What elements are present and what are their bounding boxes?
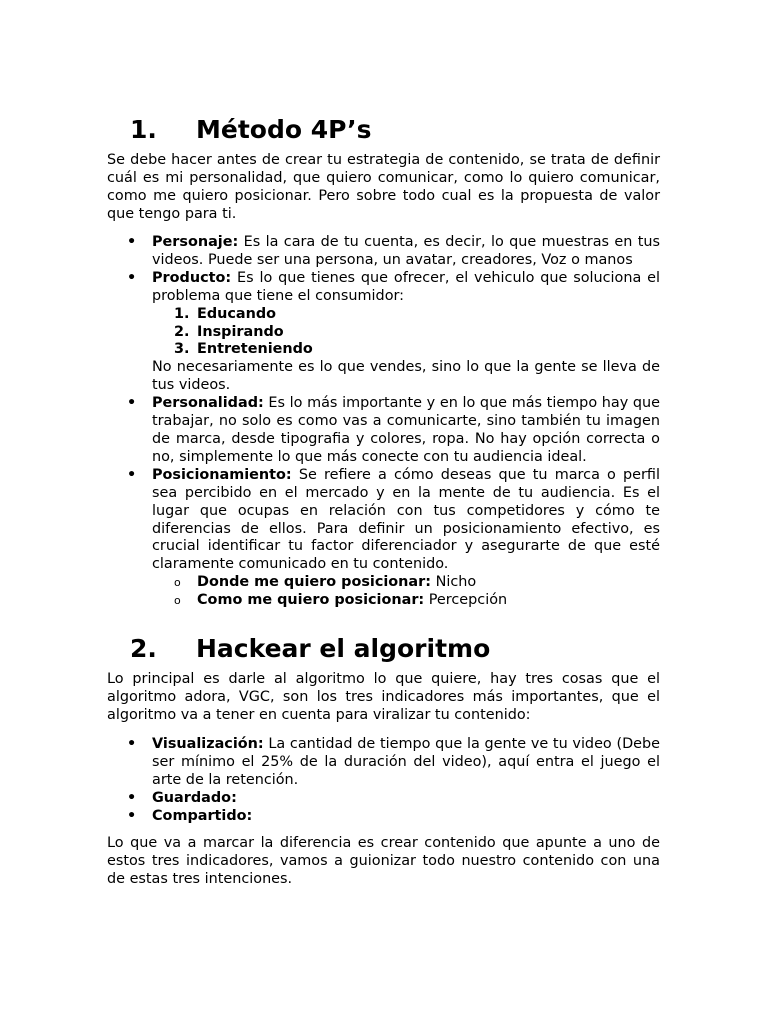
list-item-producto <box>107 270 660 395</box>
section2-intro: Lo principal es darle al algoritmo lo que quiere, hay tres cosas que el algoritmo adora, VGC, son los tres indicadores más importantes, que el algoritmo va a tener en cuenta para viralizar tu contenido: <box>107 671 660 723</box>
item-text: Se refiere a cómo deseas que tu marca o perfil sea percibido en el mercado y en la mente de tu audiencia. Es el lugar que ocupas en relación con tus competidores y cómo te diferencias de ellos. Para definir un posicionamiento efectivo, es crucial identificar tu factor diferenciador y asegurarte de que esté claramente comunicado en tu contenido. <box>152 466 660 573</box>
list-item-personalidad <box>107 395 660 467</box>
section1-intro: Se debe hacer antes de crear tu estrategia de contenido, se trata de definir cuál es mi personalidad, que quiero comunicar, como lo quiero comunicar, como me quiero posicionar. Pero sobre todo cual es la propuesta de valor que tengo para ti. <box>107 152 660 222</box>
section2-heading <box>130 634 490 664</box>
item-text: Es lo que tienes que ofrecer, el vehiculo que soluciona el problema que tiene el consumidor: <box>152 269 660 304</box>
sublist-item: o Donde me quiero posicionar: Nicho <box>174 574 477 591</box>
producto-note: No necesariamente es lo que vendes, sino lo que la gente se lleva de tus videos. <box>152 359 660 394</box>
circle-bullet-icon: o <box>174 594 181 608</box>
sublist-item: 1. Educando <box>174 305 277 322</box>
list-item-personaje <box>107 234 660 270</box>
bullet-icon: • <box>127 807 137 824</box>
producto-sublist <box>152 306 660 360</box>
list-item-compartido <box>107 808 660 826</box>
sublist-item: 2. Inspirando <box>174 323 284 340</box>
item-label: Personaje: <box>152 234 239 250</box>
item-label: Visualización: <box>152 736 264 752</box>
section2-list <box>107 736 660 826</box>
list-item-visualizacion <box>107 736 660 790</box>
list-item-posicionamiento <box>107 467 660 610</box>
section2-closing: Lo que va a marcar la diferencia es crear contenido que apunte a uno de estos tres indicadores, vamos a guionizar todo nuestro contenido con una de estas tres intenciones. <box>107 835 660 887</box>
item-label: Guardado: <box>152 789 237 806</box>
item-text: La cantidad de tiempo que la gente ve tu video (Debe ser mínimo el 25% de la duración del video), aquí entra el juego el arte de la retención. <box>152 736 660 788</box>
sublist-item: o Como me quiero posicionar: Percepción <box>174 592 508 609</box>
bullet-icon: • <box>127 269 137 286</box>
section1-list <box>107 234 660 610</box>
item-label: Producto: <box>152 269 232 286</box>
section1-title: Método 4P’s <box>196 115 372 144</box>
bullet-icon: • <box>127 736 137 752</box>
item-label: Compartido: <box>152 807 253 824</box>
item-text: Es lo más importante y en lo que más tiempo hay que trabajar, no solo es como vas a comunicarte, sino también tu imagen de marca, desde tipografia y colores, ropa. No hay opción correcta o no, simplemente lo que más conecte con tu audiencia ideal. <box>152 395 660 465</box>
item-text: Es la cara de tu cuenta, es decir, lo que muestras en tus videos. Puede ser una persona, un avatar, creadores, Voz o manos <box>152 234 660 268</box>
bullet-icon: • <box>127 234 137 250</box>
section1-heading <box>130 115 372 145</box>
bullet-icon: • <box>127 789 137 806</box>
list-item-guardado <box>107 790 660 808</box>
bullet-icon: • <box>127 395 137 412</box>
posicionamiento-sublist <box>152 574 660 610</box>
section2-number: 2. <box>130 634 157 663</box>
bullet-icon: • <box>127 466 137 483</box>
item-label: Personalidad: <box>152 395 264 412</box>
sublist-item: 3. Entreteniendo <box>174 341 313 358</box>
section2-title: Hackear el algoritmo <box>196 634 491 663</box>
circle-bullet-icon: o <box>174 576 181 590</box>
section1-number: 1. <box>130 115 157 144</box>
item-label: Posicionamiento: <box>152 466 292 483</box>
